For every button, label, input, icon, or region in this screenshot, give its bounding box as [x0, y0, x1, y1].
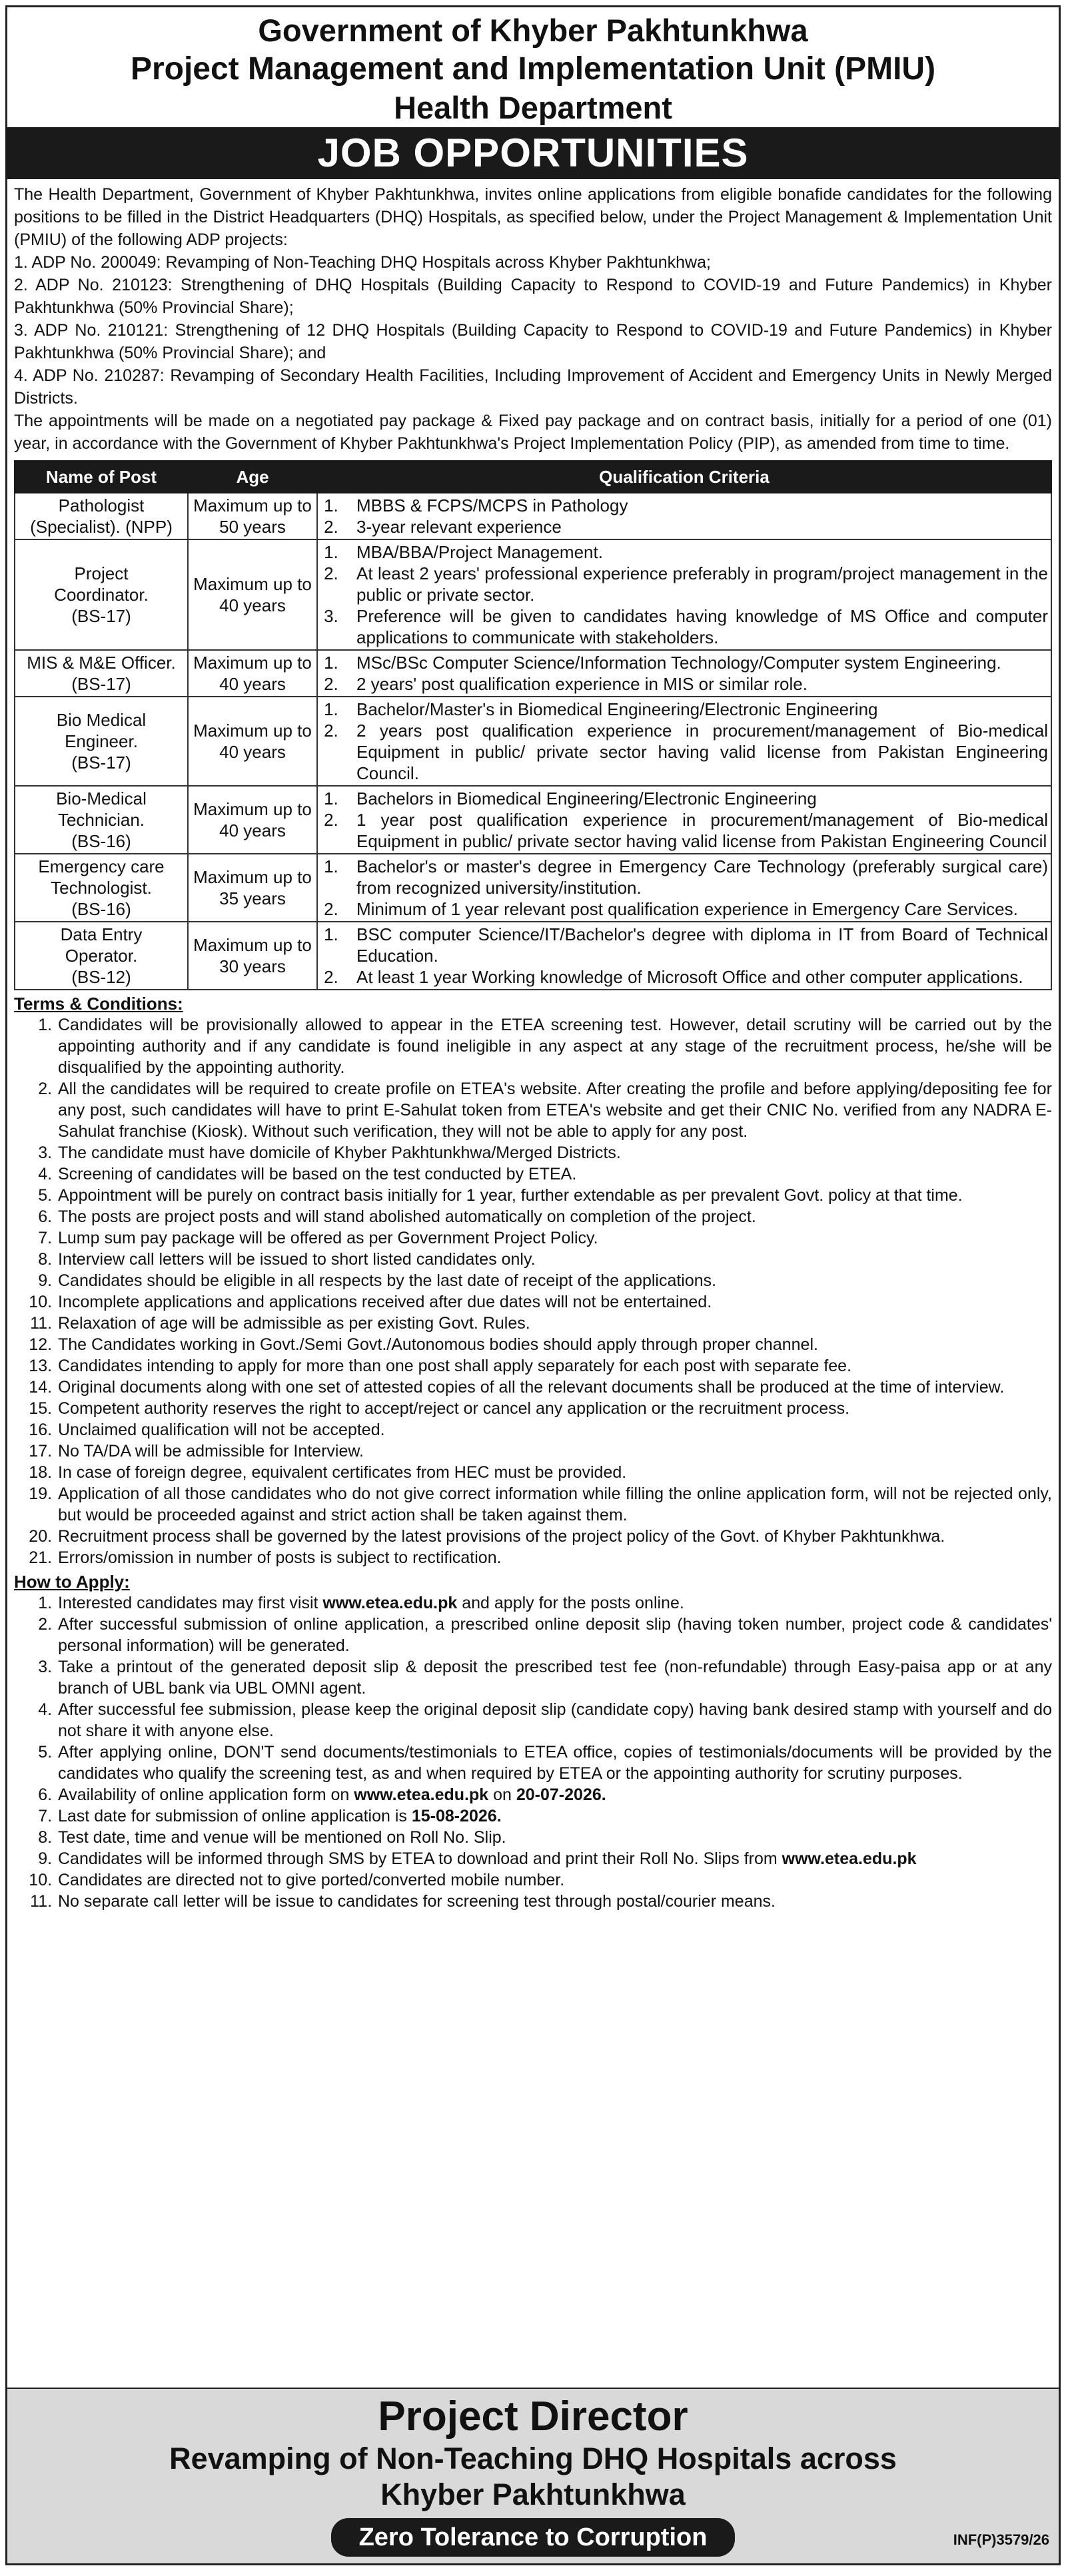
criteria-cell [317, 650, 1051, 697]
term-item: 3. The candidate must have domicile of Khyber Pakhtunkhwa/Merged Districts. [57, 1142, 1052, 1163]
term-item: 17. No TA/DA will be admissible for Interview. [57, 1441, 1052, 1462]
apply-step: 7. Last date for submission of online application is 15-08-2026. [57, 1805, 1052, 1827]
term-item: 16. Unclaimed qualification will not be accepted. [57, 1419, 1052, 1441]
term-item: 9. Candidates should be eligible in all respects by the last date of receipt of the applications. [57, 1270, 1052, 1291]
apply-step: 3. Take a printout of the generated deposit slip & deposit the prescribed test fee (non-refundable) through Easy-paisa app or at any branch of UBL bank via UBL OMNI agent. [57, 1656, 1052, 1699]
term-item: 10. Incomplete applications and applications received after due dates will not be entertained. [57, 1291, 1052, 1313]
term-item: 2. All the candidates will be required to create profile on ETEA's website. After creating the profile and before applying/depositing fee for any post, such candidates will have to print E-Sahulat token from ETEA's website and get their CNIC No. verified from any NADRA E-Sahulat franchise (Kiosk). Without such verification, they will not be able to apply for any post. [57, 1078, 1052, 1142]
post-name: Pathologist (Specialist). (NPP) [15, 493, 188, 539]
adp-item-1: 1. ADP No. 200049: Revamping of Non-Teaching DHQ Hospitals across Khyber Pakhtunkhwa; [14, 253, 711, 272]
age-limit: Maximum up to 40 years [188, 539, 317, 650]
table-row [15, 697, 1051, 786]
term-item: 20. Recruitment process shall be governed by the latest provisions of the project policy of the Govt. of Khyber Pakhtunkhwa. [57, 1526, 1052, 1547]
age-limit: Maximum up to 35 years [188, 854, 317, 922]
criteria-item: 1. Bachelor/Master's in Biomedical Engineering/Electronic Engineering [343, 699, 1048, 720]
term-item: 6. The posts are project posts and will stand abolished automatically on completion of the project. [57, 1206, 1052, 1227]
criteria-item: 1. BSC computer Science/IT/Bachelor's degree with diploma in IT from Board of Technical Education. [343, 924, 1048, 966]
zero-tolerance-badge: Zero Tolerance to Corruption [331, 2518, 736, 2557]
apply-step: 11. No separate call letter will be issue to candidates for screening test through postal/courier means. [57, 1891, 1052, 1912]
term-item: 4. Screening of candidates will be based on the test conducted by ETEA. [57, 1163, 1052, 1185]
table-row [15, 786, 1051, 854]
apply-step: 4. After successful fee submission, please keep the original deposit slip (candidate copy) having bank desired stamp with yourself and do not share it with anyone else. [57, 1699, 1052, 1742]
header [7, 7, 1059, 127]
age-limit: Maximum up to 30 years [188, 922, 317, 990]
criteria-item: 1. Bachelors in Biomedical Engineering/Electronic Engineering [343, 788, 1048, 809]
apply-step: 2. After successful submission of online application, a prescribed online deposit slip (having token number, project code & candidates' personal information) will be generated. [57, 1614, 1052, 1656]
intro-paragraph: The Health Department, Government of Khyber Pakhtunkhwa, invites online applications from eligible bonafide candidates for the following positions to be filled in the District Headquarters (DHQ) Hospitals, as specified below, under the Project Management & Implementation Unit (PMIU) of the following ADP projects: [14, 185, 1052, 249]
criteria-item: 1. MBBS & FCPS/MCPS in Pathology [343, 495, 1048, 516]
term-item: 7. Lump sum pay package will be offered as per Government Project Policy. [57, 1227, 1052, 1249]
criteria-item: 3. Preference will be given to candidates having knowledge of MS Office and computer applications to communicate with stakeholders. [343, 605, 1048, 648]
header-age: Age [188, 461, 317, 493]
criteria-item: 1. MSc/BSc Computer Science/Information Technology/Computer system Engineering. [343, 652, 1048, 673]
appointment-paragraph: The appointments will be made on a negotiated pay package & Fixed pay package and on contract basis, initially for a period of one (01) year, in accordance with the Government of Khyber Pakhtunkhwa's Project Implementation Policy (PIP), as amended from time to time. [14, 412, 1052, 453]
post-name: Bio-Medical Technician. (BS-16) [15, 786, 188, 854]
apply-step: 9. Candidates will be informed through SMS by ETEA to download and print their Roll No. Slips from www.etea.edu.pk [57, 1848, 1052, 1869]
criteria-cell [317, 922, 1051, 990]
header-qualification: Qualification Criteria [317, 461, 1051, 493]
availability-date: 20-07-2026. [516, 1785, 606, 1804]
project-director-title: Project Director [378, 2394, 688, 2439]
etea-link[interactable]: www.etea.edu.pk [322, 1594, 458, 1612]
last-date: 15-08-2026. [411, 1807, 502, 1825]
footer [7, 2388, 1059, 2563]
post-name: MIS & M&E Officer. (BS-17) [15, 650, 188, 697]
table-row [15, 650, 1051, 697]
criteria-item: 2. At least 1 year Working knowledge of Microsoft Office and other computer applications. [343, 966, 1048, 988]
header-unit: Project Management and Implementation Unit (PMIU) [130, 51, 936, 87]
etea-link[interactable]: www.etea.edu.pk [354, 1785, 489, 1804]
criteria-cell [317, 854, 1051, 922]
criteria-item: 1. MBA/BBA/Project Management. [343, 541, 1048, 563]
term-item: 13. Candidates intending to apply for more than one post shall apply separately for each post with separate fee. [57, 1355, 1052, 1377]
term-item: 15. Competent authority reserves the right to accept/reject or cancel any application or the recruitment process. [57, 1398, 1052, 1419]
terms-title: Terms & Conditions: [14, 994, 183, 1014]
apply-step: 5. After applying online, DON'T send documents/testimonials to ETEA office, copies of testimonials/documents will be provided by the candidates who qualify the screening test, as and when required by ETEA or the appointing authority for scrutiny purposes. [57, 1742, 1052, 1784]
header-name-of-post: Name of Post [15, 461, 188, 493]
how-to-apply-title: How to Apply: [14, 1572, 130, 1592]
inf-number: INF(P)3579/26 [953, 2531, 1049, 2548]
terms-section [7, 993, 1059, 1568]
criteria-cell [317, 697, 1051, 786]
post-name: Emergency care Technologist. (BS-16) [15, 854, 188, 922]
qualification-table [14, 460, 1052, 990]
table-row [15, 922, 1051, 990]
criteria-cell [317, 493, 1051, 539]
age-limit: Maximum up to 40 years [188, 650, 317, 697]
apply-step: 6. Availability of online application form on www.etea.edu.pk on 20-07-2026. [57, 1784, 1052, 1805]
apply-step: 8. Test date, time and venue will be mentioned on Roll No. Slip. [57, 1827, 1052, 1848]
table-row [15, 539, 1051, 650]
age-limit: Maximum up to 40 years [188, 786, 317, 854]
term-item: 8. Interview call letters will be issued to short listed candidates only. [57, 1249, 1052, 1270]
criteria-item: 2. At least 2 years' professional experience preferably in program/project management in the public or private sector. [343, 563, 1048, 605]
criteria-item: 2. Minimum of 1 year relevant post qualification experience in Emergency Care Services. [343, 898, 1048, 920]
adp-item-3: 3. ADP No. 210121: Strengthening of 12 DHQ Hospitals (Building Capacity to Respond to COVID-19 and Future Pandemics) in Khyber Pakhtunkhwa (50% Provincial Share); and [14, 321, 1052, 362]
term-item: 14. Original documents along with one set of attested copies of all the relevant documents shall be produced at the time of interview. [57, 1377, 1052, 1398]
criteria-item: 2. 3-year relevant experience [343, 516, 1048, 537]
age-limit: Maximum up to 50 years [188, 493, 317, 539]
table-row [15, 493, 1051, 539]
term-item: 18. In case of foreign degree, equivalent certificates from HEC must be provided. [57, 1462, 1052, 1483]
term-item: 5. Appointment will be purely on contract basis initially for 1 year, further extendable as per prevalent Govt. policy at that time. [57, 1185, 1052, 1206]
term-item: 11. Relaxation of age will be admissible as per existing Govt. Rules. [57, 1313, 1052, 1334]
post-name: Data Entry Operator. (BS-12) [15, 922, 188, 990]
apply-step: 1. Interested candidates may first visit www.etea.edu.pk and apply for the posts online. [57, 1592, 1052, 1614]
term-item: 12. The Candidates working in Govt./Semi Govt./Autonomous bodies should apply through proper channel. [57, 1334, 1052, 1355]
etea-link[interactable]: www.etea.edu.pk [782, 1849, 917, 1868]
header-department: Health Department [394, 90, 672, 125]
post-name: Project Coordinator. (BS-17) [15, 539, 188, 650]
table-header-row [15, 461, 1051, 493]
job-opportunities-banner: JOB OPPORTUNITIES [5, 127, 1061, 179]
criteria-item: 2. 2 years' post qualification experience in MIS or similar role. [343, 673, 1048, 695]
adp-item-4: 4. ADP No. 210287: Revamping of Secondary Health Facilities, Including Improvement of Accident and Emergency Units in Newly Merged Districts. [14, 366, 1052, 408]
header-government: Government of Khyber Pakhtunkhwa [258, 13, 808, 48]
term-item: 1. Candidates will be provisionally allowed to appear in the ETEA screening test. However, detail scrutiny will be carried out by the appointing authority and if any candidate is found ineligible in any aspect at any stage of the recruitment process, he/she will be disqualified by the appointing authority. [57, 1014, 1052, 1078]
intro-section [7, 179, 1059, 455]
project-name-line-1: Revamping of Non-Teaching DHQ Hospitals across [169, 2441, 897, 2475]
age-limit: Maximum up to 40 years [188, 697, 317, 786]
criteria-item: 2. 2 years post qualification experience in procurement/management of Bio-medical Equipment in public/ private sector having valid license from Pakistan Engineering Council. [343, 720, 1048, 784]
table-row [15, 854, 1051, 922]
project-name-line-2: Khyber Pakhtunkhwa [380, 2477, 686, 2511]
term-item: 19. Application of all those candidates who do not give correct information while filling the online application form, will not be rejected only, but would be proceeded against and strict action shall be taken against them. [57, 1483, 1052, 1526]
criteria-item: 2. 1 year post qualification experience in procurement/management of Bio-medical Equipment in public/ private sector having valid license from Pakistan Engineering Council [343, 809, 1048, 852]
how-to-apply-section [7, 1571, 1059, 1912]
term-item: 21. Errors/omission in number of posts is subject to rectification. [57, 1547, 1052, 1568]
criteria-cell [317, 539, 1051, 650]
post-name: Bio Medical Engineer. (BS-17) [15, 697, 188, 786]
advertisement-page [5, 5, 1061, 2565]
criteria-item: 1. Bachelor's or master's degree in Emergency Care Technology (preferably surgical care) from recognized university/institution. [343, 856, 1048, 898]
apply-step: 10. Candidates are directed not to give ported/converted mobile number. [57, 1869, 1052, 1891]
criteria-cell [317, 786, 1051, 854]
adp-item-2: 2. ADP No. 210123: Strengthening of DHQ Hospitals (Building Capacity to Respond to COVID-19 and Future Pandemics) in Khyber Pakhtunkhwa (50% Provincial Share); [14, 276, 1052, 317]
